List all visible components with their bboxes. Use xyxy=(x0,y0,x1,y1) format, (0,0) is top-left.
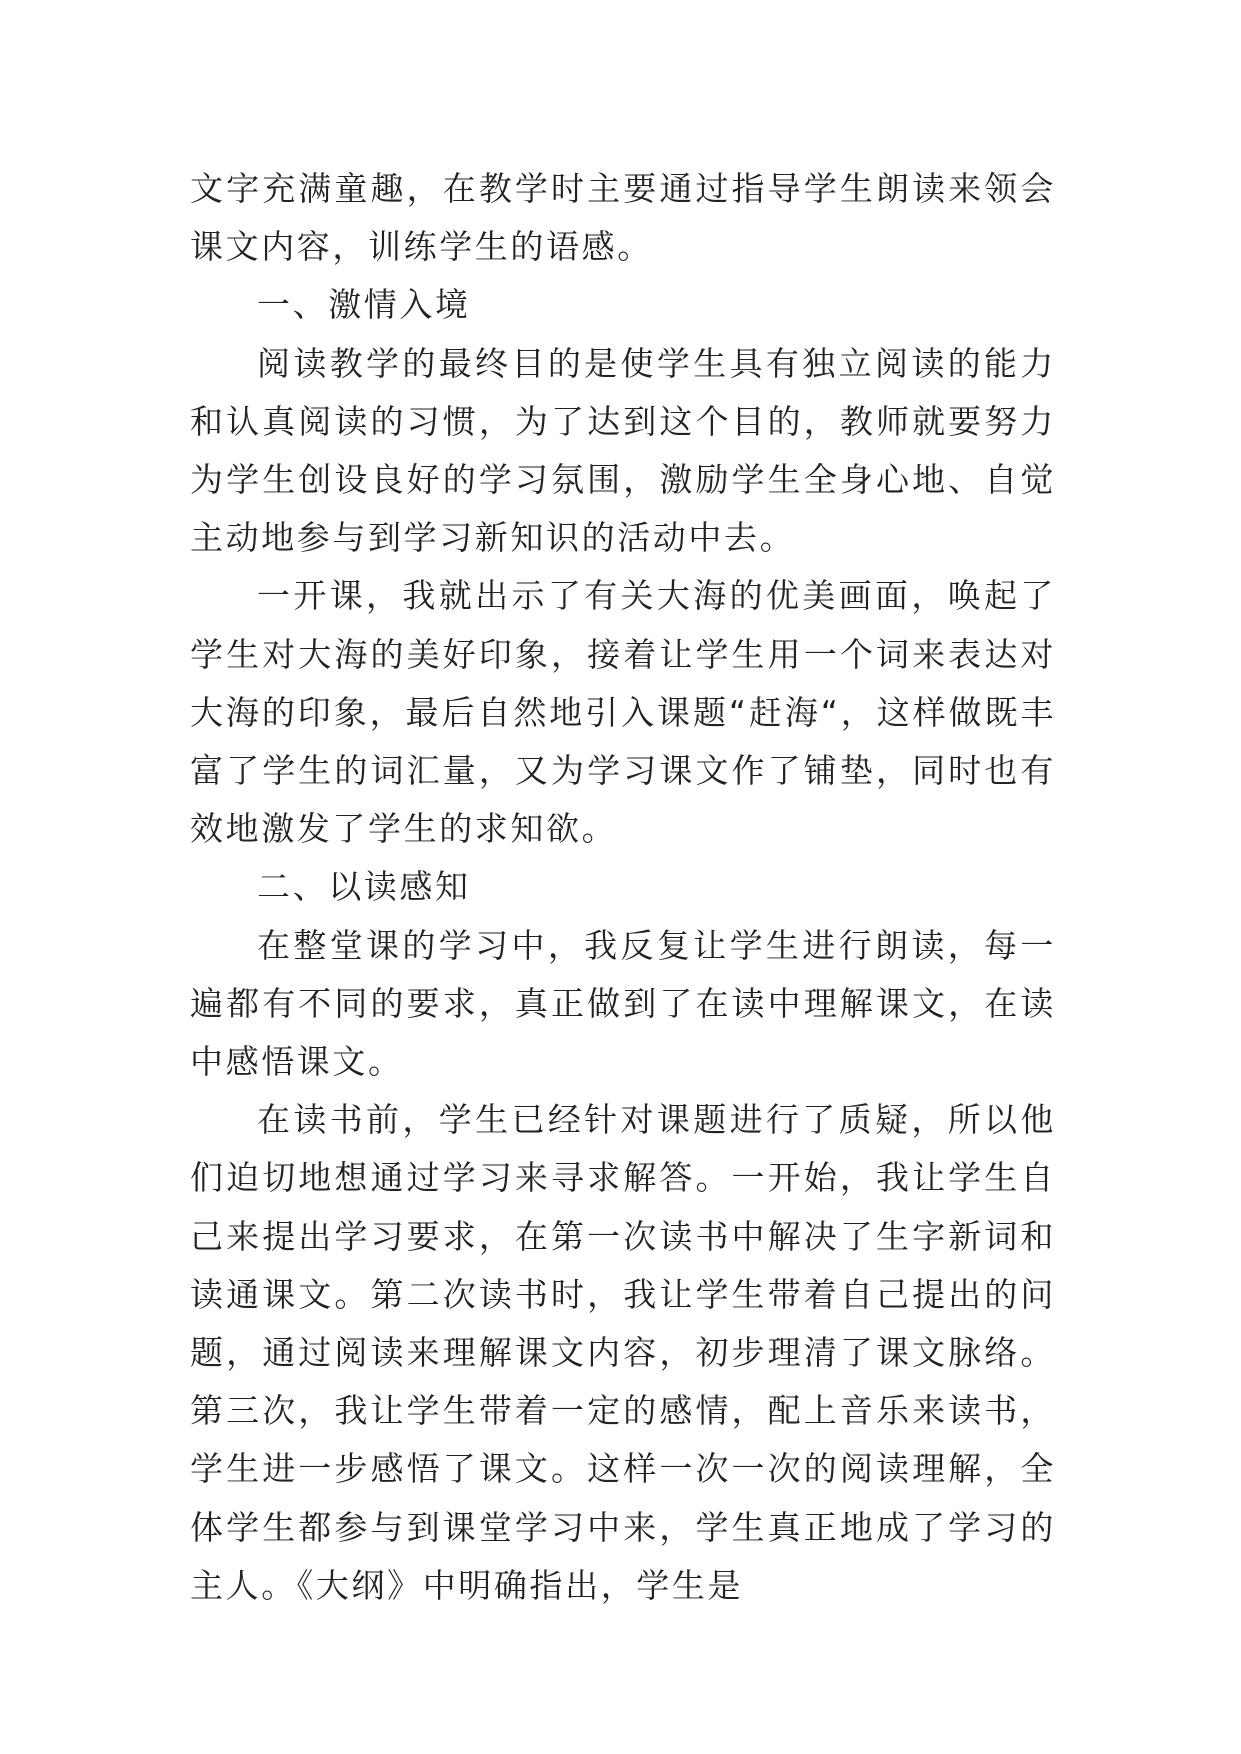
paragraph: 一开课，我就出示了有关大海的优美画面，唤起了学生对大海的美好印象，接着让学生用一个词来表达对大海的印象，最后自然地引入课题“赶海“，这样做既丰富了学生的词汇量，又为学习课文作了铺垫，同时也有效地激发了学生的求知欲。 xyxy=(190,576,1056,849)
paragraph: 阅读教学的最终目的是使学生具有独立阅读的能力和认真阅读的习惯，为了达到这个目的，教师就要努力为学生创设良好的学习氛围，激励学生全身心地、自觉主动地参与到学习新知识的活动中去。 xyxy=(190,343,1056,558)
paragraph-continuation: 文字充满童趣，在教学时主要通过指导学生朗读来领会课文内容，训练学生的语感。 xyxy=(190,169,1056,267)
paragraph: 在整堂课的学习中，我反复让学生进行朗读，每一遍都有不同的要求，真正做到了在读中理解课文，在读中感悟课文。 xyxy=(190,925,1056,1082)
section-heading-2: 二、以读感知 xyxy=(257,867,471,907)
document-body xyxy=(190,160,1056,1615)
paragraph: 在读书前，学生已经针对课题进行了质疑，所以他们迫切地想通过学习来寻求解答。一开始，我让学生自己来提出学习要求，在第一次读书中解决了生字新词和读通课文。第二次读书时，我让学生带着自己提出的问题，通过阅读来理解课文内容，初步理清了课文脉络。第三次，我让学生带着一定的感情，配上音乐来读书，学生进一步感悟了课文。这样一次一次的阅读理解，全体学生都参与到课堂学习中来，学生真正地成了学习的主人。《大纲》中明确指出，学生是 xyxy=(190,1100,1056,1605)
section-heading-1: 一、激情入境 xyxy=(257,285,471,325)
